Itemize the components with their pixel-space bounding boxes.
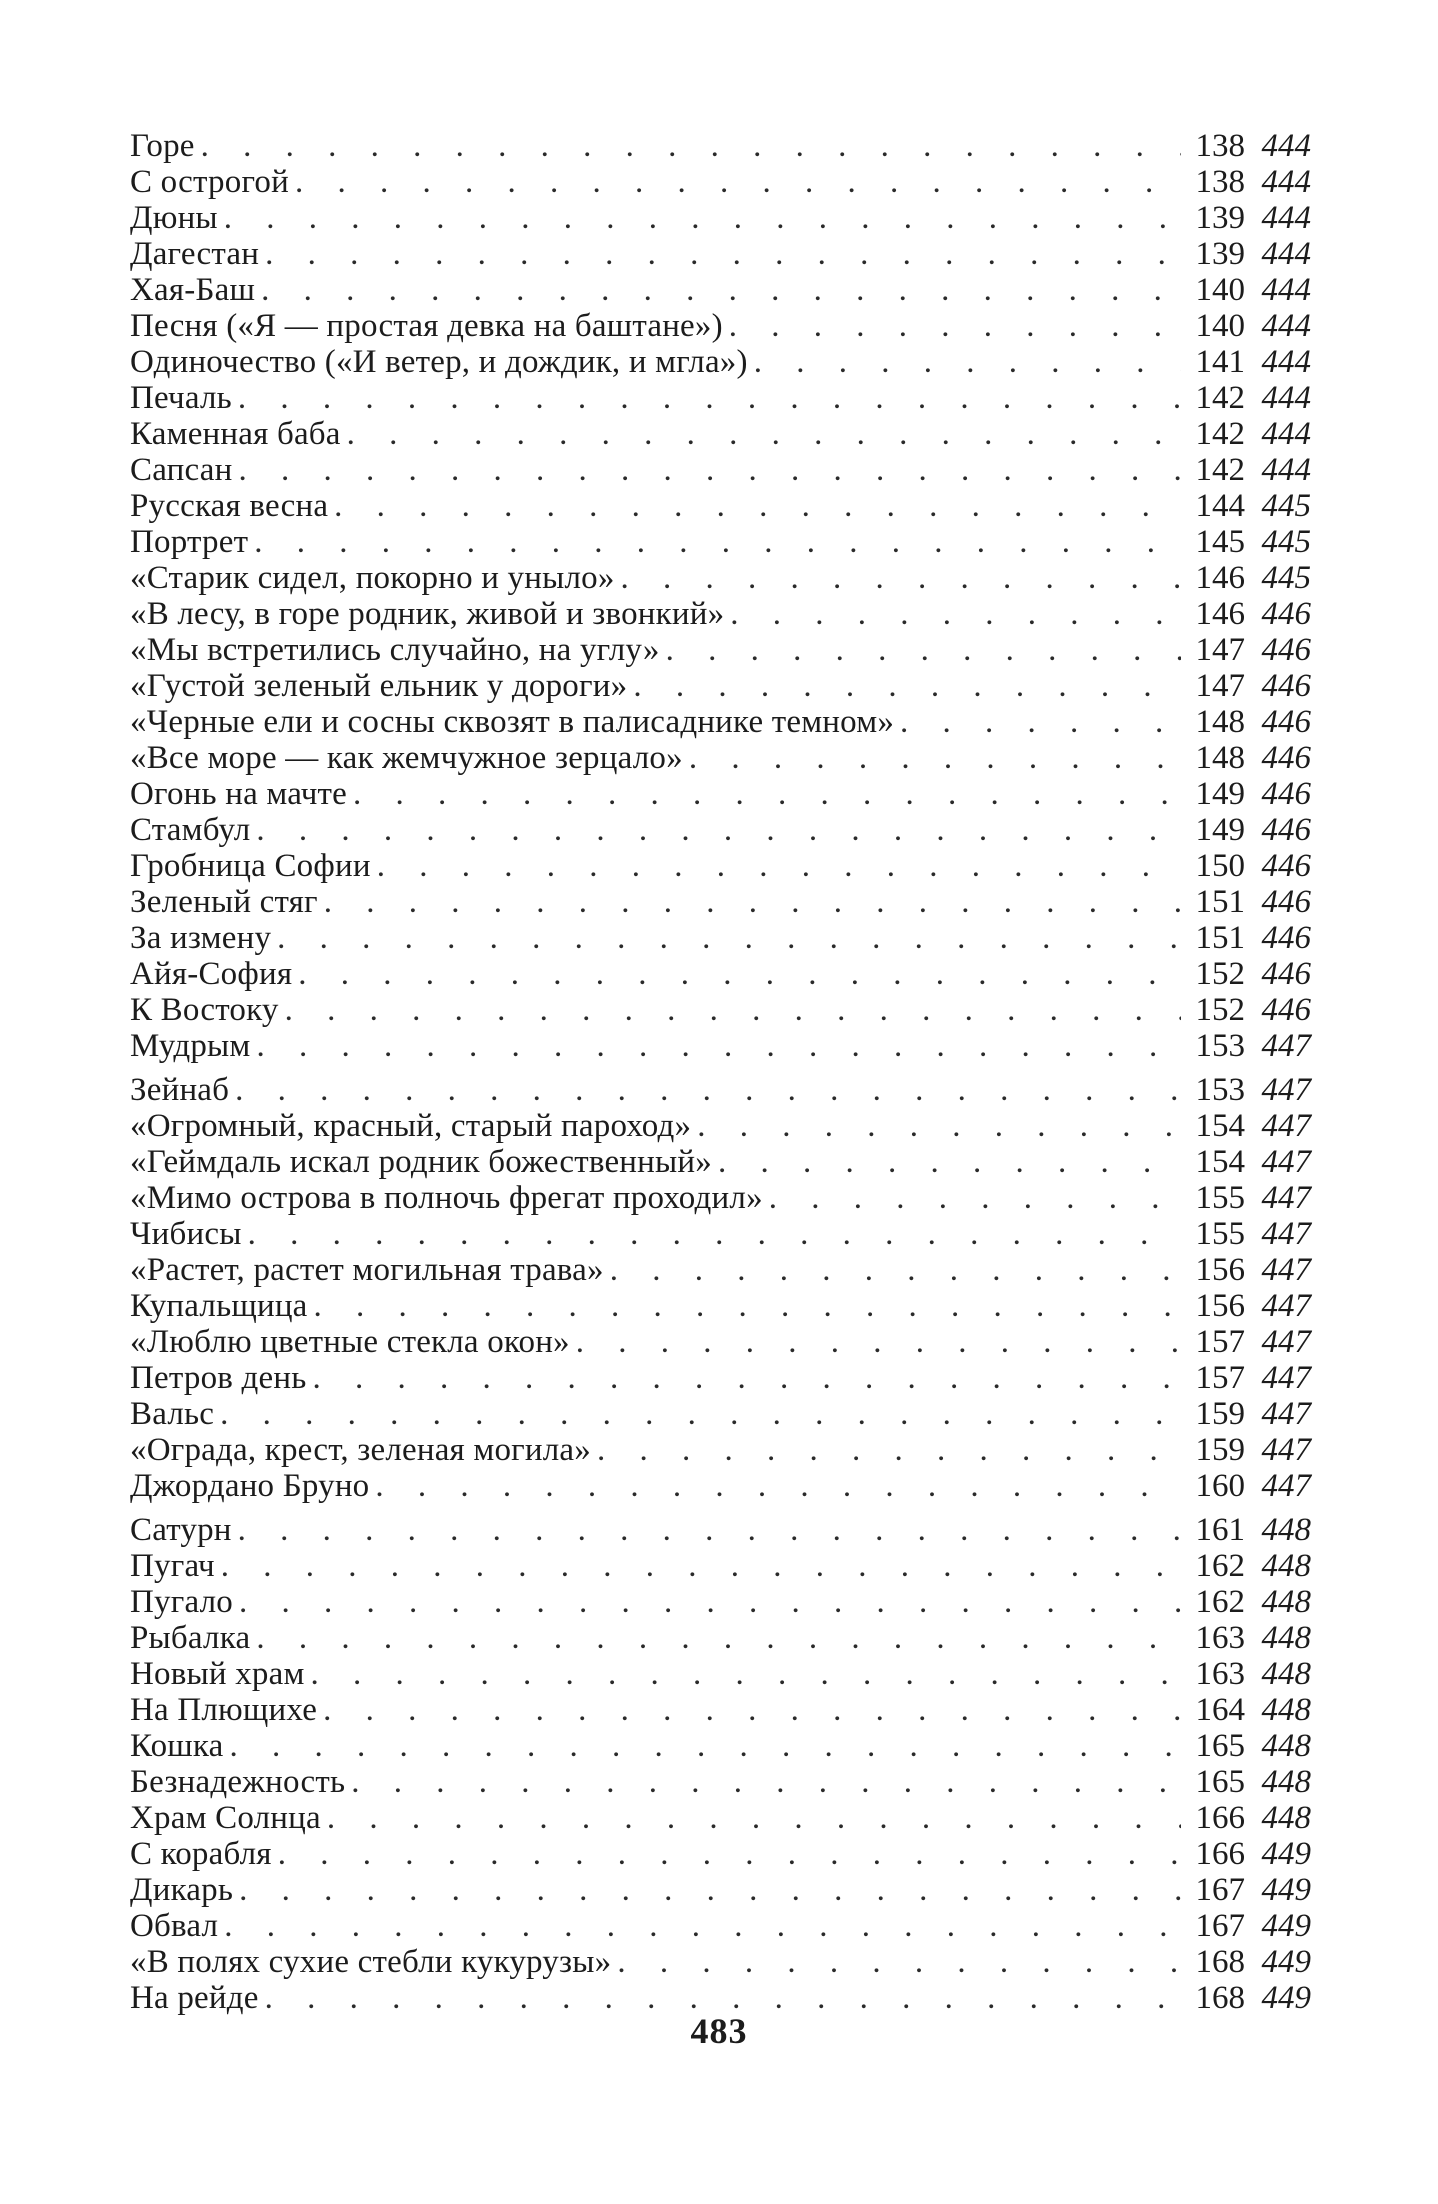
dot-leader (248, 1216, 1181, 1252)
toc-entry (130, 1836, 1311, 1872)
entry-page-number: 159 (1195, 1432, 1245, 1468)
toc-entry (130, 1908, 1311, 1944)
entry-note-page: 446 (1261, 884, 1311, 920)
entry-title: С острогой (130, 164, 289, 200)
entry-page-number: 157 (1195, 1360, 1245, 1396)
toc-entry (130, 1072, 1311, 1108)
dot-leader (239, 1584, 1181, 1620)
entry-title: «Огромный, красный, старый пароход» (130, 1108, 692, 1144)
entry-page-number: 165 (1195, 1764, 1245, 1800)
dot-leader (238, 1512, 1181, 1548)
entry-title: Петров день (130, 1360, 307, 1396)
entry-note-page: 449 (1261, 1908, 1311, 1944)
entry-title: «Густой зеленый ельник у дороги» (130, 668, 628, 704)
toc-entry (130, 452, 1311, 488)
entry-title: Безнадежность (130, 1764, 346, 1800)
dot-leader (377, 848, 1181, 884)
entry-title: «Ограда, крест, зеленая могила» (130, 1432, 591, 1468)
toc-entry (130, 740, 1311, 776)
entry-page-number: 142 (1195, 416, 1245, 452)
entry-note-page: 447 (1261, 1180, 1311, 1216)
dot-leader (239, 1872, 1181, 1908)
entry-title: Дикарь (130, 1872, 234, 1908)
entry-title: «Все море — как жемчужное зерцало» (130, 740, 683, 776)
entry-title: Рыбалка (130, 1620, 251, 1656)
toc-entry (130, 920, 1311, 956)
entry-page-number: 138 (1195, 128, 1245, 164)
entry-page-number: 140 (1195, 272, 1245, 308)
entry-note-page: 446 (1261, 632, 1311, 668)
dot-leader (312, 1360, 1181, 1396)
entry-page-number: 147 (1195, 632, 1245, 668)
entry-page-number: 148 (1195, 704, 1245, 740)
dot-leader (334, 488, 1181, 524)
entry-title: Новый храм (130, 1656, 305, 1692)
toc-entry (130, 812, 1311, 848)
toc-entry (130, 1144, 1311, 1180)
toc-entry (130, 1692, 1311, 1728)
entry-page-number: 156 (1195, 1252, 1245, 1288)
entry-page-number: 153 (1195, 1028, 1245, 1064)
entry-title: Одиночество («И ветер, и дождик, и мгла») (130, 344, 748, 380)
toc-entry (130, 668, 1311, 704)
toc-entry (130, 236, 1311, 272)
entry-page-number: 165 (1195, 1728, 1245, 1764)
dot-leader (900, 704, 1181, 740)
entry-title: Стамбул (130, 812, 251, 848)
entry-page-number: 142 (1195, 452, 1245, 488)
toc-entry (130, 488, 1311, 524)
dot-leader (347, 416, 1181, 452)
dot-leader (323, 1692, 1181, 1728)
entry-page-number: 154 (1195, 1144, 1245, 1180)
toc-entry (130, 1468, 1311, 1504)
dot-leader (224, 1908, 1181, 1944)
toc-entry (130, 992, 1311, 1028)
entry-page-number: 168 (1195, 1980, 1245, 2016)
toc-entry (130, 200, 1311, 236)
entry-note-page: 447 (1261, 1028, 1311, 1064)
entry-note-page: 446 (1261, 992, 1311, 1028)
entry-title: «В полях сухие стебли кукурузы» (130, 1944, 612, 1980)
entry-note-page: 447 (1261, 1108, 1311, 1144)
dot-leader (324, 884, 1181, 920)
dot-leader (730, 596, 1181, 632)
toc-entry (130, 1764, 1311, 1800)
entry-page-number: 161 (1195, 1512, 1245, 1548)
toc-entry (130, 380, 1311, 416)
entry-page-number: 164 (1195, 1692, 1245, 1728)
entry-title: Джордано Бруно (130, 1468, 370, 1504)
entry-title: Кошка (130, 1728, 224, 1764)
entry-title: Зеленый стяг (130, 884, 318, 920)
dot-leader (617, 1944, 1181, 1980)
entry-note-page: 448 (1261, 1728, 1311, 1764)
entry-page-number: 152 (1195, 992, 1245, 1028)
entry-page-number: 156 (1195, 1288, 1245, 1324)
dot-leader (224, 200, 1181, 236)
toc-entry (130, 596, 1311, 632)
entry-note-page: 448 (1261, 1584, 1311, 1620)
dot-leader (314, 1288, 1181, 1324)
entry-page-number: 154 (1195, 1108, 1245, 1144)
entry-title: Песня («Я — простая девка на баштане») (130, 308, 723, 344)
dot-leader (238, 380, 1181, 416)
entry-note-page: 446 (1261, 596, 1311, 632)
entry-page-number: 151 (1195, 920, 1245, 956)
entry-note-page: 444 (1261, 308, 1311, 344)
table-of-contents (130, 128, 1311, 2016)
entry-title: «Старик сидел, покорно и уныло» (130, 560, 615, 596)
entry-title: «Мы встретились случайно, на углу» (130, 632, 660, 668)
entry-page-number: 139 (1195, 200, 1245, 236)
toc-entry (130, 1216, 1311, 1252)
toc-entry (130, 1548, 1311, 1584)
entry-page-number: 149 (1195, 812, 1245, 848)
entry-note-page: 446 (1261, 920, 1311, 956)
entry-note-page: 444 (1261, 200, 1311, 236)
entry-page-number: 141 (1195, 344, 1245, 380)
entry-note-page: 444 (1261, 164, 1311, 200)
entry-note-page: 447 (1261, 1324, 1311, 1360)
toc-entry (130, 1656, 1311, 1692)
dot-leader (729, 308, 1181, 344)
entry-title: Зейнаб (130, 1072, 230, 1108)
toc-entry (130, 344, 1311, 380)
toc-entry (130, 956, 1311, 992)
toc-entry (130, 1620, 1311, 1656)
dot-leader (375, 1468, 1181, 1504)
entry-page-number: 151 (1195, 884, 1245, 920)
dot-leader (201, 128, 1181, 164)
entry-note-page: 448 (1261, 1620, 1311, 1656)
entry-page-number: 153 (1195, 1072, 1245, 1108)
entry-page-number: 168 (1195, 1944, 1245, 1980)
toc-entry (130, 416, 1311, 452)
entry-page-number: 139 (1195, 236, 1245, 272)
dot-leader (265, 236, 1181, 272)
entry-page-number: 166 (1195, 1800, 1245, 1836)
entry-page-number: 163 (1195, 1656, 1245, 1692)
entry-title: Пугач (130, 1548, 215, 1584)
entry-page-number: 159 (1195, 1396, 1245, 1432)
dot-leader (298, 956, 1181, 992)
entry-page-number: 146 (1195, 560, 1245, 596)
entry-note-page: 444 (1261, 416, 1311, 452)
toc-entry (130, 164, 1311, 200)
entry-note-page: 445 (1261, 524, 1311, 560)
entry-note-page: 448 (1261, 1800, 1311, 1836)
entry-title: «В лесу, в горе родник, живой и звонкий» (130, 596, 725, 632)
entry-title: Вальс (130, 1396, 215, 1432)
entry-note-page: 447 (1261, 1396, 1311, 1432)
dot-leader (257, 1028, 1182, 1064)
entry-page-number: 167 (1195, 1872, 1245, 1908)
entry-note-page: 444 (1261, 344, 1311, 380)
entry-title: С корабля (130, 1836, 272, 1872)
entry-title: Сатурн (130, 1512, 232, 1548)
entry-page-number: 149 (1195, 776, 1245, 812)
toc-entry (130, 1512, 1311, 1548)
entry-title: Огонь на мачте (130, 776, 348, 812)
toc-entry (130, 1180, 1311, 1216)
toc-entry (130, 1584, 1311, 1620)
entry-note-page: 449 (1261, 1980, 1311, 2016)
entry-title: Мудрым (130, 1028, 251, 1064)
toc-entry (130, 308, 1311, 344)
entry-note-page: 444 (1261, 380, 1311, 416)
toc-entry (130, 524, 1311, 560)
entry-page-number: 147 (1195, 668, 1245, 704)
dot-leader (254, 524, 1181, 560)
dot-leader (666, 632, 1181, 668)
entry-title: Купальщица (130, 1288, 308, 1324)
entry-note-page: 447 (1261, 1252, 1311, 1288)
entry-title: Обвал (130, 1908, 219, 1944)
entry-note-page: 446 (1261, 848, 1311, 884)
dot-leader (235, 1072, 1181, 1108)
entry-note-page: 447 (1261, 1360, 1311, 1396)
toc-entry (130, 884, 1311, 920)
dot-leader (311, 1656, 1181, 1692)
dot-leader (256, 812, 1181, 848)
entry-title: Гробница Софии (130, 848, 371, 884)
entry-title: Айя-София (130, 956, 293, 992)
entry-title: «Мимо острова в полночь фрегат проходил» (130, 1180, 763, 1216)
entry-note-page: 447 (1261, 1288, 1311, 1324)
dot-leader (610, 1252, 1181, 1288)
toc-entry (130, 1288, 1311, 1324)
entry-page-number: 150 (1195, 848, 1245, 884)
toc-entry (130, 632, 1311, 668)
toc-entry (130, 848, 1311, 884)
dot-leader (353, 776, 1181, 812)
entry-title: Печаль (130, 380, 232, 416)
toc-entry (130, 1432, 1311, 1468)
entry-title: Горе (130, 128, 195, 164)
dot-leader (697, 1108, 1181, 1144)
dot-leader (754, 344, 1181, 380)
entry-note-page: 448 (1261, 1764, 1311, 1800)
entry-title: На Плющихе (130, 1692, 318, 1728)
entry-title: «Геймдаль искал родник божественный» (130, 1144, 712, 1180)
entry-note-page: 446 (1261, 812, 1311, 848)
entry-page-number: 152 (1195, 956, 1245, 992)
entry-note-page: 444 (1261, 272, 1311, 308)
toc-entry (130, 560, 1311, 596)
entry-note-page: 447 (1261, 1216, 1311, 1252)
dot-leader (351, 1764, 1181, 1800)
entry-page-number: 144 (1195, 488, 1245, 524)
toc-entry (130, 1872, 1311, 1908)
entry-title: Сапсан (130, 452, 233, 488)
toc-entry (130, 1800, 1311, 1836)
entry-note-page: 448 (1261, 1512, 1311, 1548)
entry-note-page: 446 (1261, 956, 1311, 992)
entry-title: «Черные ели и сосны сквозят в палисаднике темном» (130, 704, 895, 740)
entry-page-number: 155 (1195, 1216, 1245, 1252)
toc-entry (130, 704, 1311, 740)
entry-page-number: 142 (1195, 380, 1245, 416)
toc-entry (130, 776, 1311, 812)
toc-entry (130, 1396, 1311, 1432)
dot-leader (256, 1620, 1181, 1656)
dot-leader (278, 1836, 1181, 1872)
entry-title: На рейде (130, 1980, 259, 2016)
dot-leader (718, 1144, 1181, 1180)
entry-note-page: 448 (1261, 1656, 1311, 1692)
entry-page-number: 138 (1195, 164, 1245, 200)
toc-entry (130, 272, 1311, 308)
entry-page-number: 146 (1195, 596, 1245, 632)
dot-leader (295, 164, 1181, 200)
entry-note-page: 444 (1261, 236, 1311, 272)
entry-page-number: 148 (1195, 740, 1245, 776)
entry-note-page: 449 (1261, 1872, 1311, 1908)
dot-leader (621, 560, 1181, 596)
entry-note-page: 449 (1261, 1944, 1311, 1980)
entry-page-number: 162 (1195, 1584, 1245, 1620)
dot-leader (689, 740, 1181, 776)
dot-leader (221, 1548, 1181, 1584)
toc-entry (130, 1324, 1311, 1360)
entry-page-number: 155 (1195, 1180, 1245, 1216)
toc-entry (130, 128, 1311, 164)
entry-title: Дюны (130, 200, 218, 236)
entry-note-page: 444 (1261, 452, 1311, 488)
entry-note-page: 447 (1261, 1432, 1311, 1468)
entry-note-page: 447 (1261, 1072, 1311, 1108)
entry-page-number: 140 (1195, 308, 1245, 344)
entry-page-number: 145 (1195, 524, 1245, 560)
entry-note-page: 446 (1261, 704, 1311, 740)
toc-entry (130, 1252, 1311, 1288)
entry-title: Пугало (130, 1584, 233, 1620)
dot-leader (327, 1800, 1181, 1836)
entry-page-number: 157 (1195, 1324, 1245, 1360)
entry-note-page: 448 (1261, 1548, 1311, 1584)
dot-leader (261, 272, 1181, 308)
entry-page-number: 167 (1195, 1908, 1245, 1944)
entry-note-page: 447 (1261, 1468, 1311, 1504)
entry-title: Каменная баба (130, 416, 341, 452)
toc-entry (130, 1108, 1311, 1144)
entry-title: Хая-Баш (130, 272, 256, 308)
page-number: 483 (690, 2011, 748, 2051)
dot-leader (769, 1180, 1181, 1216)
dot-leader (633, 668, 1181, 704)
entry-page-number: 166 (1195, 1836, 1245, 1872)
toc-entry (130, 1944, 1311, 1980)
entry-title: «Растет, растет могильная трава» (130, 1252, 604, 1288)
toc-entry (130, 1728, 1311, 1764)
entry-title: Храм Солнца (130, 1800, 321, 1836)
entry-note-page: 447 (1261, 1144, 1311, 1180)
entry-note-page: 445 (1261, 488, 1311, 524)
entry-page-number: 162 (1195, 1548, 1245, 1584)
entry-page-number: 160 (1195, 1468, 1245, 1504)
entry-note-page: 446 (1261, 668, 1311, 704)
dot-leader (277, 920, 1181, 956)
dot-leader (576, 1324, 1181, 1360)
entry-title: К Востоку (130, 992, 279, 1028)
entry-title: Чибисы (130, 1216, 242, 1252)
toc-entry (130, 1360, 1311, 1396)
dot-leader (597, 1432, 1181, 1468)
entry-note-page: 446 (1261, 776, 1311, 812)
entry-title: Дагестан (130, 236, 260, 272)
entry-note-page: 446 (1261, 740, 1311, 776)
toc-entry (130, 1028, 1311, 1064)
entry-note-page: 449 (1261, 1836, 1311, 1872)
entry-page-number: 163 (1195, 1620, 1245, 1656)
dot-leader (220, 1396, 1181, 1432)
entry-title: Портрет (130, 524, 249, 560)
entry-note-page: 444 (1261, 128, 1311, 164)
entry-note-page: 445 (1261, 560, 1311, 596)
dot-leader (229, 1728, 1181, 1764)
dot-leader (238, 452, 1181, 488)
entry-note-page: 448 (1261, 1692, 1311, 1728)
entry-title: «Люблю цветные стекла окон» (130, 1324, 570, 1360)
entry-title: За измену (130, 920, 272, 956)
entry-title: Русская весна (130, 488, 329, 524)
dot-leader (285, 992, 1181, 1028)
